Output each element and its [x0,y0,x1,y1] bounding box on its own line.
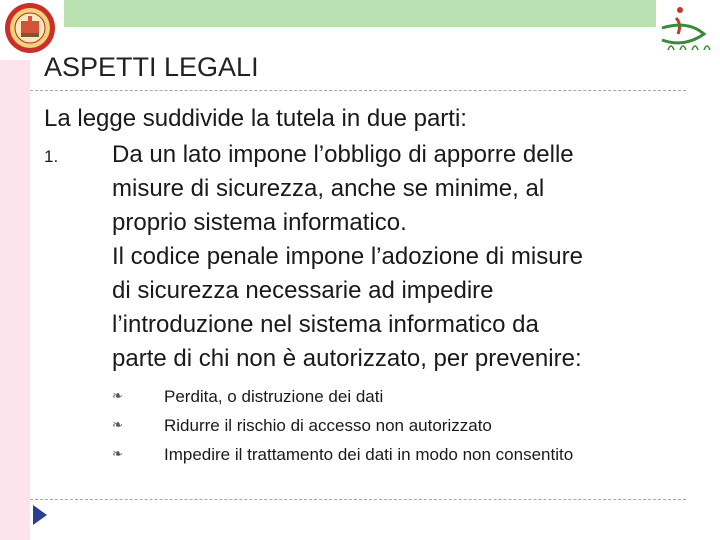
slide-body [44,102,684,469]
department-logo-icon [654,4,716,60]
next-slide-arrow-icon[interactable] [30,503,50,527]
sub-bullet-text: Ridurre il rischio di accesso non autorizzato [164,416,492,435]
left-color-strip [0,60,30,540]
sub-bullet-item [44,382,684,411]
footer-divider [30,499,686,500]
sub-bullet-text: Perdita, o distruzione dei dati [164,387,384,406]
point-line: proprio sistema informatico. [112,209,407,236]
bullet-marker-icon: ❧ [112,418,123,433]
point-line: parte di chi non è autorizzato, per prevenire: [112,345,582,372]
point-line: Il codice penale impone l’adozione di misure [112,243,583,270]
sub-bullet-item [44,411,684,440]
point-line: Da un lato impone l’obbligo di apporre delle [112,141,574,168]
sub-bullet-text: Impedire il trattamento dei dati in modo non consentito [164,445,574,464]
point-line: l’introduzione nel sistema informatico da [112,311,539,338]
intro-text: La legge suddivide la tutela in due parti: [44,105,467,132]
bullet-marker-icon: ❧ [112,389,123,404]
numbered-point [44,138,684,376]
top-green-bar [64,0,656,27]
sub-bullet-list [44,382,684,469]
point-text [112,138,684,376]
point-line: di sicurezza necessarie ad impedire [112,277,494,304]
university-seal-icon [4,2,56,54]
point-line: misure di sicurezza, anche se minime, al [112,175,545,202]
sub-bullet-item [44,440,684,469]
bullet-marker-icon: ❧ [112,447,123,462]
title-divider [30,90,686,91]
point-number: 1. [44,147,59,166]
slide-title: ASPETTI LEGALI [44,52,259,82]
